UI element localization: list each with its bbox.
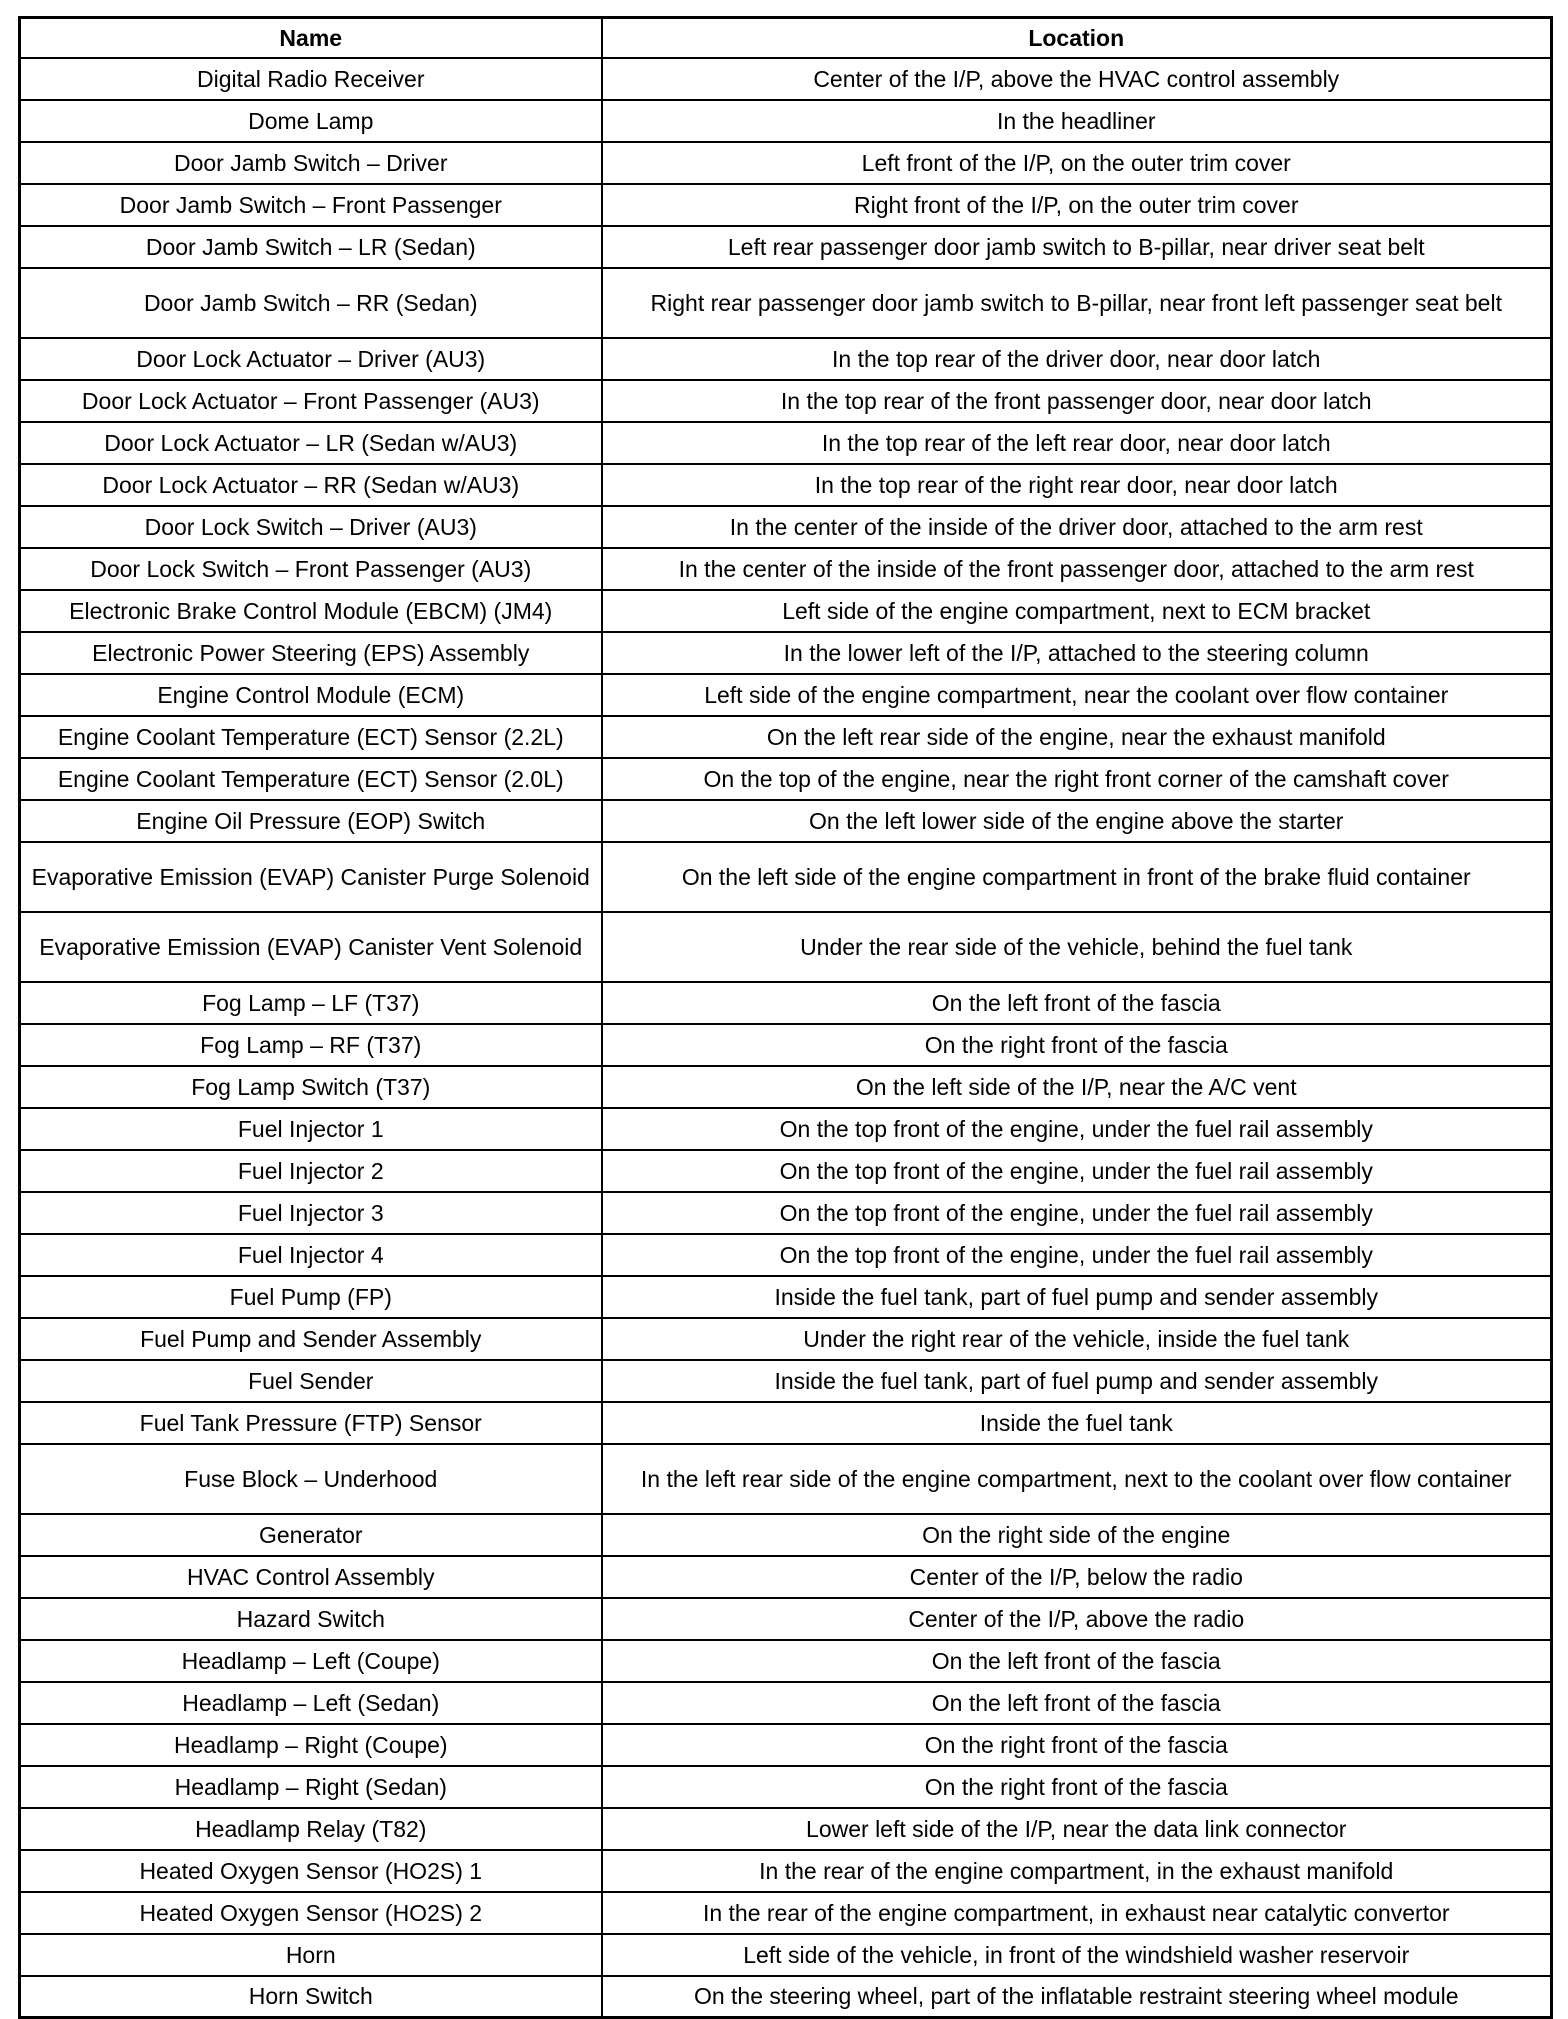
table-row xyxy=(20,1444,1552,1514)
component-location-cell: On the left front of the fascia xyxy=(602,1640,1552,1682)
table-row xyxy=(20,1150,1552,1192)
table-row xyxy=(20,1402,1552,1444)
component-location-cell: On the right side of the engine xyxy=(602,1514,1552,1556)
table-row xyxy=(20,800,1552,842)
component-location-cell: In the top rear of the left rear door, near door latch xyxy=(602,422,1552,464)
component-name-cell: Fog Lamp – RF (T37) xyxy=(20,1024,602,1066)
component-location-cell: Right rear passenger door jamb switch to B-pillar, near front left passenger seat belt xyxy=(602,268,1552,338)
component-name-cell: Generator xyxy=(20,1514,602,1556)
table-row xyxy=(20,1682,1552,1724)
component-name-cell: Headlamp – Right (Sedan) xyxy=(20,1766,602,1808)
component-location-cell: In the lower left of the I/P, attached to the steering column xyxy=(602,632,1552,674)
table-row xyxy=(20,1850,1552,1892)
table-row xyxy=(20,142,1552,184)
component-name-cell: Door Jamb Switch – LR (Sedan) xyxy=(20,226,602,268)
component-name-cell: Hazard Switch xyxy=(20,1598,602,1640)
component-name-cell: Engine Coolant Temperature (ECT) Sensor (2.0L) xyxy=(20,758,602,800)
component-location-cell: Left side of the vehicle, in front of the windshield washer reservoir xyxy=(602,1934,1552,1976)
component-location-cell: On the top front of the engine, under the fuel rail assembly xyxy=(602,1150,1552,1192)
component-name-cell: Fog Lamp Switch (T37) xyxy=(20,1066,602,1108)
component-location-cell: Lower left side of the I/P, near the data link connector xyxy=(602,1808,1552,1850)
table-row xyxy=(20,464,1552,506)
component-location-cell: On the left rear side of the engine, near the exhaust manifold xyxy=(602,716,1552,758)
table-row xyxy=(20,1108,1552,1150)
table-row xyxy=(20,1640,1552,1682)
table-row xyxy=(20,982,1552,1024)
component-location-cell: In the rear of the engine compartment, in the exhaust manifold xyxy=(602,1850,1552,1892)
table-row xyxy=(20,1808,1552,1850)
component-name-cell: Fuel Injector 1 xyxy=(20,1108,602,1150)
component-name-cell: Horn xyxy=(20,1934,602,1976)
table-row xyxy=(20,674,1552,716)
table-row xyxy=(20,1892,1552,1934)
table-row xyxy=(20,912,1552,982)
component-name-cell: Door Jamb Switch – RR (Sedan) xyxy=(20,268,602,338)
component-name-cell: Door Jamb Switch – Front Passenger xyxy=(20,184,602,226)
component-name-cell: HVAC Control Assembly xyxy=(20,1556,602,1598)
component-name-cell: Electronic Power Steering (EPS) Assembly xyxy=(20,632,602,674)
component-location-cell: In the left rear side of the engine compartment, next to the coolant over flow container xyxy=(602,1444,1552,1514)
component-name-cell: Fuel Tank Pressure (FTP) Sensor xyxy=(20,1402,602,1444)
component-name-cell: Door Jamb Switch – Driver xyxy=(20,142,602,184)
name-column-header: Name xyxy=(20,18,602,58)
component-name-cell: Fuel Pump (FP) xyxy=(20,1276,602,1318)
component-location-cell: Inside the fuel tank, part of fuel pump and sender assembly xyxy=(602,1276,1552,1318)
component-location-cell: On the top front of the engine, under the fuel rail assembly xyxy=(602,1108,1552,1150)
table-row xyxy=(20,506,1552,548)
component-location-cell: On the left side of the I/P, near the A/C vent xyxy=(602,1066,1552,1108)
table-row xyxy=(20,1066,1552,1108)
table-row xyxy=(20,842,1552,912)
table-row xyxy=(20,268,1552,338)
component-location-cell: On the right front of the fascia xyxy=(602,1024,1552,1066)
document-page xyxy=(18,16,1550,2019)
component-location-cell: In the top rear of the front passenger door, near door latch xyxy=(602,380,1552,422)
component-location-table xyxy=(18,16,1553,2019)
table-row xyxy=(20,1556,1552,1598)
component-name-cell: Heated Oxygen Sensor (HO2S) 2 xyxy=(20,1892,602,1934)
component-location-cell: Right front of the I/P, on the outer trim cover xyxy=(602,184,1552,226)
component-name-cell: Fuel Injector 3 xyxy=(20,1192,602,1234)
table-row xyxy=(20,1318,1552,1360)
component-name-cell: Electronic Brake Control Module (EBCM) (JM4) xyxy=(20,590,602,632)
component-location-cell: Center of the I/P, above the HVAC control assembly xyxy=(602,58,1552,100)
component-location-cell: On the right front of the fascia xyxy=(602,1766,1552,1808)
component-name-cell: Door Lock Actuator – LR (Sedan w/AU3) xyxy=(20,422,602,464)
table-header-row xyxy=(20,18,1552,58)
component-name-cell: Door Lock Switch – Driver (AU3) xyxy=(20,506,602,548)
component-name-cell: Headlamp – Right (Coupe) xyxy=(20,1724,602,1766)
component-location-cell: On the left lower side of the engine above the starter xyxy=(602,800,1552,842)
component-location-cell: Center of the I/P, below the radio xyxy=(602,1556,1552,1598)
component-name-cell: Digital Radio Receiver xyxy=(20,58,602,100)
component-location-cell: In the center of the inside of the front passenger door, attached to the arm rest xyxy=(602,548,1552,590)
table-row xyxy=(20,590,1552,632)
component-location-cell: On the top of the engine, near the right front corner of the camshaft cover xyxy=(602,758,1552,800)
component-location-cell: Center of the I/P, above the radio xyxy=(602,1598,1552,1640)
table-row xyxy=(20,1766,1552,1808)
component-name-cell: Fuel Injector 2 xyxy=(20,1150,602,1192)
component-name-cell: Heated Oxygen Sensor (HO2S) 1 xyxy=(20,1850,602,1892)
table-row xyxy=(20,380,1552,422)
component-location-cell: On the left side of the engine compartment in front of the brake fluid container xyxy=(602,842,1552,912)
component-location-cell: In the rear of the engine compartment, in exhaust near catalytic convertor xyxy=(602,1892,1552,1934)
component-location-cell: In the center of the inside of the driver door, attached to the arm rest xyxy=(602,506,1552,548)
component-name-cell: Headlamp Relay (T82) xyxy=(20,1808,602,1850)
table-row xyxy=(20,1598,1552,1640)
component-location-cell: Left side of the engine compartment, near the coolant over flow container xyxy=(602,674,1552,716)
component-location-cell: Inside the fuel tank, part of fuel pump and sender assembly xyxy=(602,1360,1552,1402)
component-name-cell: Evaporative Emission (EVAP) Canister Purge Solenoid xyxy=(20,842,602,912)
component-name-cell: Headlamp – Left (Coupe) xyxy=(20,1640,602,1682)
component-name-cell: Engine Coolant Temperature (ECT) Sensor (2.2L) xyxy=(20,716,602,758)
table-row xyxy=(20,1276,1552,1318)
table-row xyxy=(20,100,1552,142)
component-name-cell: Fuel Pump and Sender Assembly xyxy=(20,1318,602,1360)
table-row xyxy=(20,58,1552,100)
component-location-cell: Under the rear side of the vehicle, behind the fuel tank xyxy=(602,912,1552,982)
table-row xyxy=(20,1724,1552,1766)
table-row xyxy=(20,184,1552,226)
table-row xyxy=(20,1934,1552,1976)
component-name-cell: Fuse Block – Underhood xyxy=(20,1444,602,1514)
component-location-cell: In the headliner xyxy=(602,100,1552,142)
component-name-cell: Evaporative Emission (EVAP) Canister Vent Solenoid xyxy=(20,912,602,982)
component-location-cell: Left rear passenger door jamb switch to B-pillar, near driver seat belt xyxy=(602,226,1552,268)
component-name-cell: Horn Switch xyxy=(20,1976,602,2018)
table-row xyxy=(20,1514,1552,1556)
component-location-cell: Inside the fuel tank xyxy=(602,1402,1552,1444)
component-location-cell: On the top front of the engine, under the fuel rail assembly xyxy=(602,1234,1552,1276)
component-name-cell: Fuel Sender xyxy=(20,1360,602,1402)
table-body xyxy=(20,58,1552,2018)
component-name-cell: Engine Control Module (ECM) xyxy=(20,674,602,716)
component-location-cell: Left side of the engine compartment, next to ECM bracket xyxy=(602,590,1552,632)
component-name-cell: Fog Lamp – LF (T37) xyxy=(20,982,602,1024)
table-row xyxy=(20,1234,1552,1276)
table-row xyxy=(20,758,1552,800)
table-row xyxy=(20,1360,1552,1402)
component-location-cell: On the top front of the engine, under the fuel rail assembly xyxy=(602,1192,1552,1234)
table-row xyxy=(20,1192,1552,1234)
component-location-cell: On the right front of the fascia xyxy=(602,1724,1552,1766)
component-name-cell: Dome Lamp xyxy=(20,100,602,142)
table-row xyxy=(20,422,1552,464)
component-location-cell: Left front of the I/P, on the outer trim cover xyxy=(602,142,1552,184)
table-row xyxy=(20,716,1552,758)
table-row xyxy=(20,226,1552,268)
table-row xyxy=(20,632,1552,674)
component-name-cell: Engine Oil Pressure (EOP) Switch xyxy=(20,800,602,842)
component-location-cell: In the top rear of the driver door, near door latch xyxy=(602,338,1552,380)
table-row xyxy=(20,338,1552,380)
table-row xyxy=(20,1976,1552,2018)
component-name-cell: Door Lock Switch – Front Passenger (AU3) xyxy=(20,548,602,590)
component-name-cell: Fuel Injector 4 xyxy=(20,1234,602,1276)
location-column-header: Location xyxy=(602,18,1552,58)
component-name-cell: Door Lock Actuator – Driver (AU3) xyxy=(20,338,602,380)
component-location-cell: On the left front of the fascia xyxy=(602,1682,1552,1724)
table-row xyxy=(20,548,1552,590)
component-name-cell: Headlamp – Left (Sedan) xyxy=(20,1682,602,1724)
component-name-cell: Door Lock Actuator – Front Passenger (AU3) xyxy=(20,380,602,422)
component-location-cell: Under the right rear of the vehicle, inside the fuel tank xyxy=(602,1318,1552,1360)
component-location-cell: In the top rear of the right rear door, near door latch xyxy=(602,464,1552,506)
component-name-cell: Door Lock Actuator – RR (Sedan w/AU3) xyxy=(20,464,602,506)
component-location-cell: On the left front of the fascia xyxy=(602,982,1552,1024)
table-row xyxy=(20,1024,1552,1066)
component-location-cell: On the steering wheel, part of the inflatable restraint steering wheel module xyxy=(602,1976,1552,2018)
